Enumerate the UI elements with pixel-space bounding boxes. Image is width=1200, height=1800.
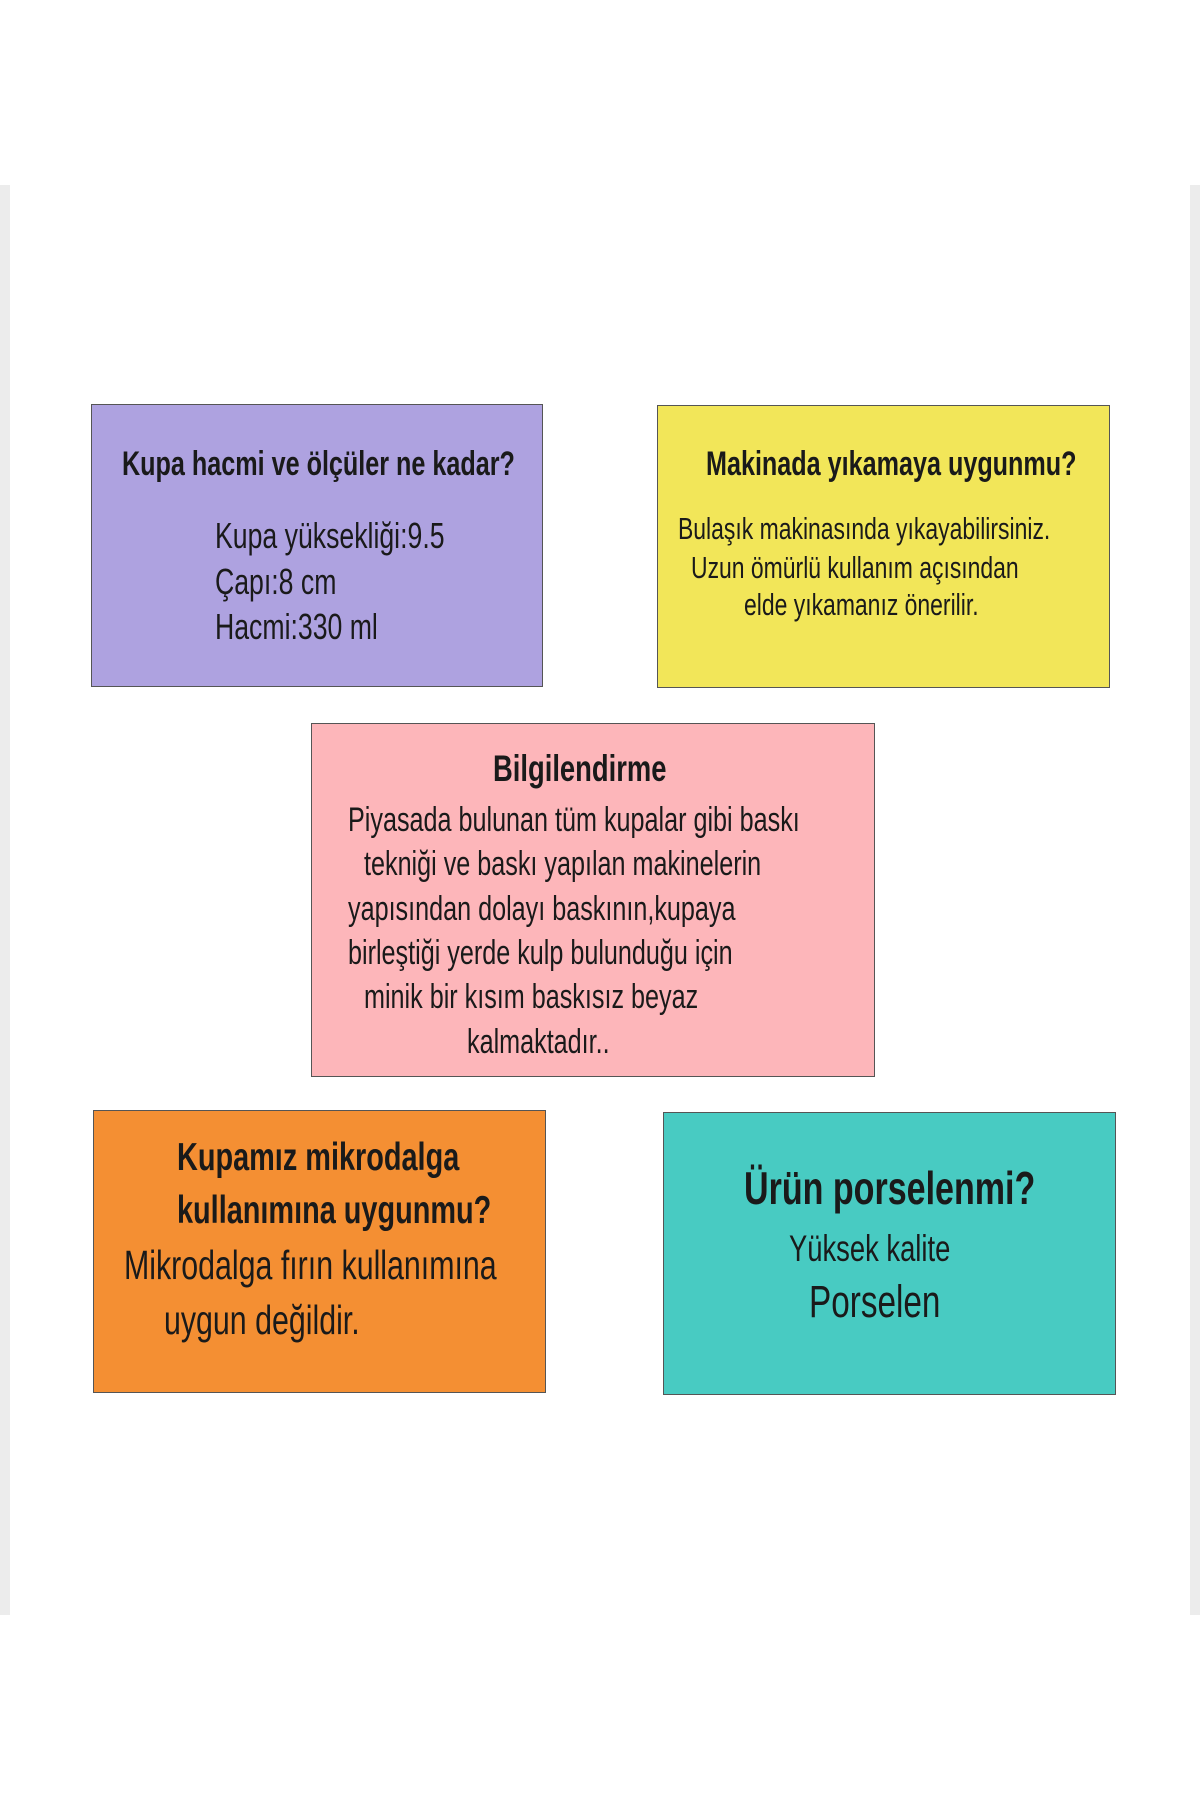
information-text-line: tekniği ve baskı yapılan makinelerin [364, 845, 762, 883]
left-edge-strip [0, 185, 10, 1615]
cup-diameter-text: Çapı:8 cm [215, 561, 337, 602]
dishwasher-text-line: Bulaşık makinasında yıkayabilirsiniz. [678, 511, 1051, 546]
card-dishwasher-title: Makinada yıkamaya uygunmu? [706, 445, 1077, 483]
information-text-line: kalmaktadır.. [467, 1023, 610, 1061]
card-porcelain-title: Ürün porselenmi? [744, 1162, 1036, 1214]
porcelain-material-text: Porselen [809, 1276, 941, 1327]
porcelain-quality-text: Yüksek kalite [789, 1228, 951, 1269]
information-text-line: minik bir kısım baskısız beyaz [364, 978, 699, 1016]
information-text-line: Piyasada bulunan tüm kupalar gibi baskı [348, 801, 800, 839]
card-information-title: Bilgilendirme [493, 748, 667, 789]
cup-volume-text: Hacmi:330 ml [215, 606, 378, 647]
dishwasher-text-line: elde yıkamanız önerilir. [744, 587, 979, 622]
dishwasher-text-line: Uzun ömürlü kullanım açısından [691, 550, 1019, 585]
card-cup-size-title: Kupa hacmi ve ölçüler ne kadar? [122, 445, 515, 483]
information-text-line: yapısından dolayı baskının,kupaya [348, 890, 736, 928]
card-microwave [93, 1110, 546, 1393]
right-edge-strip [1190, 185, 1200, 1615]
card-microwave-title: kullanımına uygunmu? [177, 1189, 492, 1232]
information-text-line: birleştiği yerde kulp bulunduğu için [348, 934, 733, 972]
microwave-text-line: uygun değildir. [164, 1297, 360, 1343]
microwave-text-line: Mikrodalga fırın kullanımına [124, 1242, 497, 1288]
card-information [311, 723, 875, 1077]
cup-height-text: Kupa yüksekliği:9.5 [215, 515, 445, 556]
card-cup-size [91, 404, 543, 687]
card-porcelain [663, 1112, 1116, 1395]
card-dishwasher [657, 405, 1110, 688]
card-microwave-title: Kupamız mikrodalga [177, 1136, 460, 1179]
